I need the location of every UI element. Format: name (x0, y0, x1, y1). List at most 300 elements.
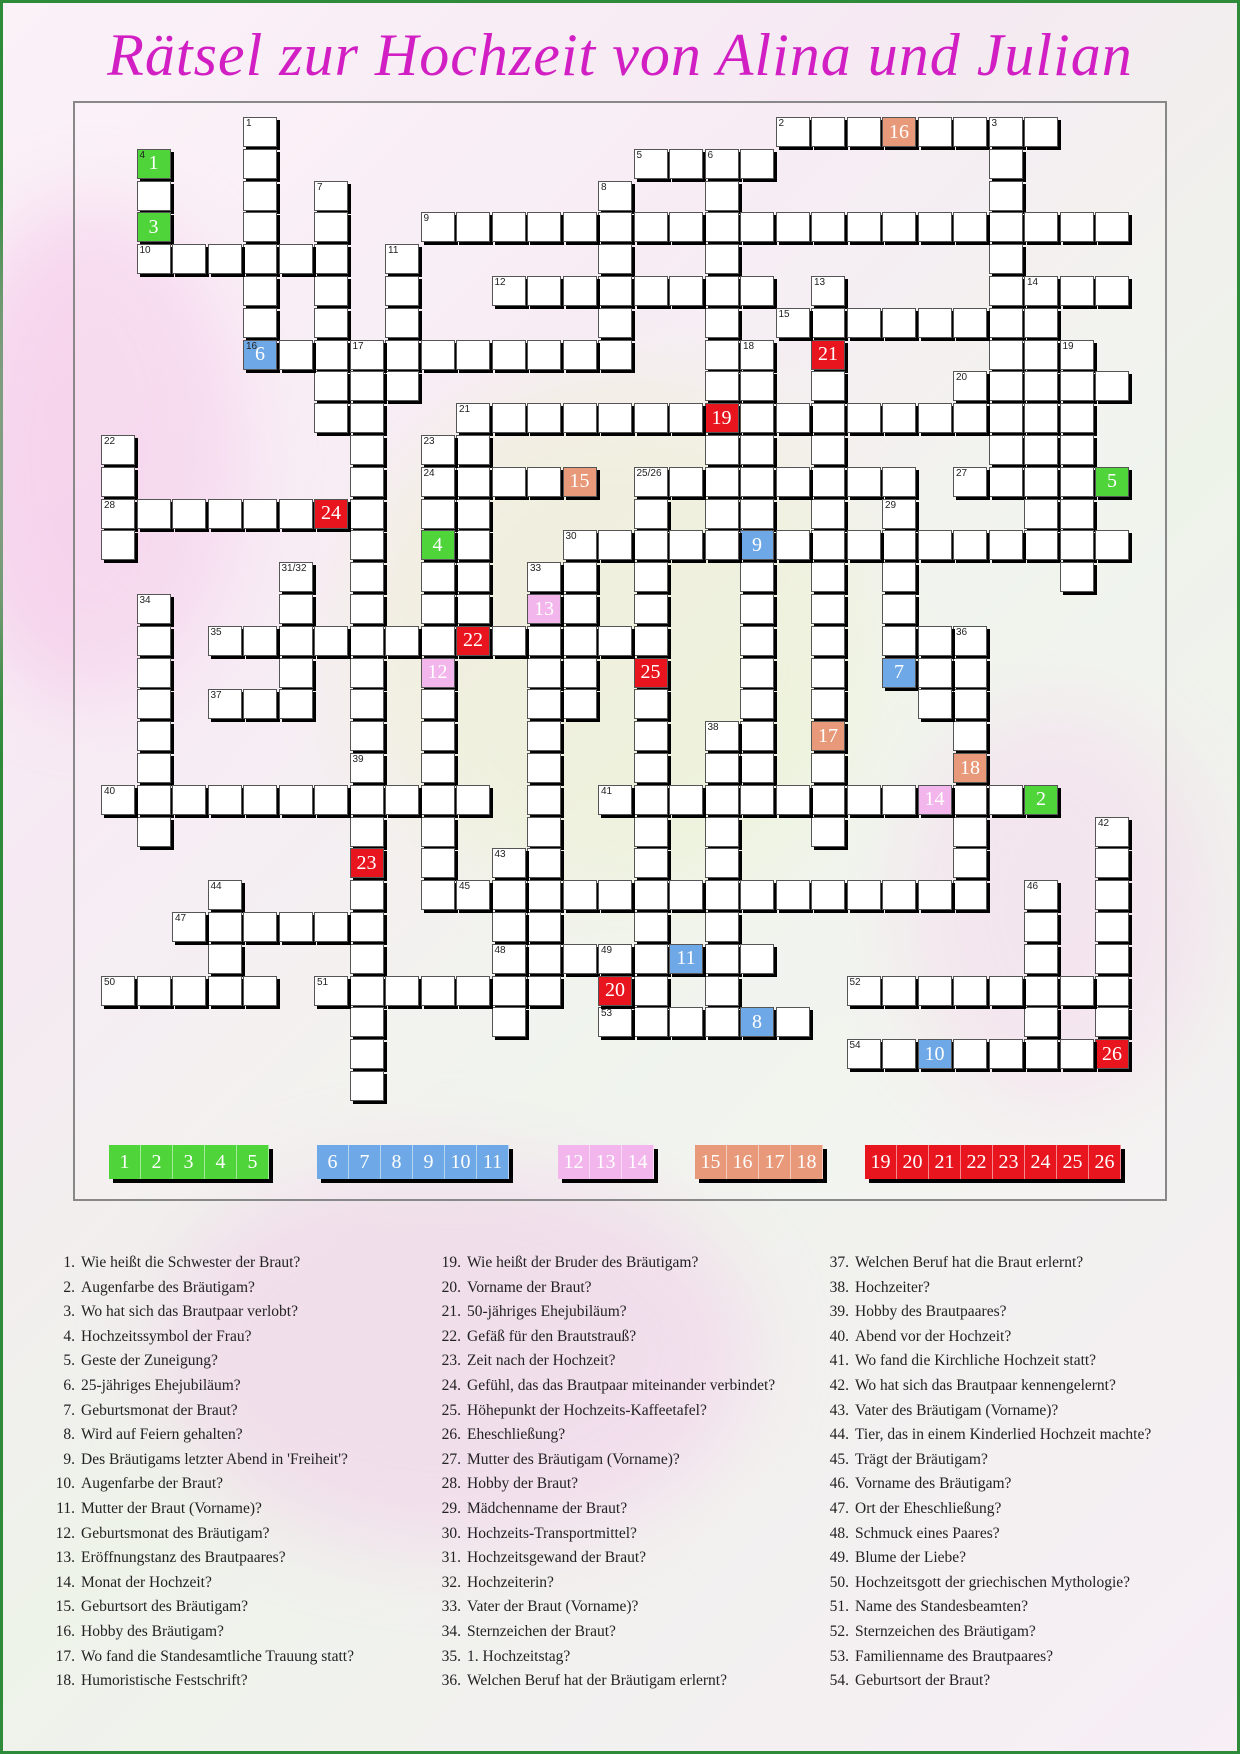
crossword-cell[interactable] (634, 530, 668, 560)
crossword-cell[interactable] (847, 117, 881, 147)
solution-cell[interactable] (811, 340, 845, 370)
crossword-cell[interactable] (350, 658, 384, 688)
crossword-cell[interactable] (563, 340, 597, 370)
crossword-cell[interactable] (563, 944, 597, 974)
crossword-cell[interactable] (527, 467, 561, 497)
crossword-cell[interactable] (350, 785, 384, 815)
crossword-cell[interactable] (740, 276, 774, 306)
crossword-cell[interactable] (421, 976, 455, 1006)
crossword-cell[interactable] (989, 467, 1023, 497)
crossword-cell[interactable] (669, 785, 703, 815)
crossword-cell[interactable] (918, 880, 952, 910)
crossword-cell[interactable] (243, 117, 277, 147)
crossword-cell[interactable] (1060, 340, 1094, 370)
crossword-cell[interactable] (740, 340, 774, 370)
crossword-cell[interactable] (953, 626, 987, 656)
crossword-cell[interactable] (811, 308, 845, 338)
crossword-cell[interactable] (811, 435, 845, 465)
crossword-cell[interactable] (634, 848, 668, 878)
crossword-cell[interactable] (989, 276, 1023, 306)
solution-cell[interactable] (137, 212, 171, 242)
crossword-cell[interactable] (527, 912, 561, 942)
crossword-cell[interactable] (314, 371, 348, 401)
crossword-cell[interactable] (527, 658, 561, 688)
crossword-cell[interactable] (172, 912, 206, 942)
crossword-cell[interactable] (1024, 371, 1058, 401)
crossword-cell[interactable] (1024, 308, 1058, 338)
crossword-cell[interactable] (279, 658, 313, 688)
crossword-cell[interactable] (527, 689, 561, 719)
crossword-cell[interactable] (385, 785, 419, 815)
crossword-cell[interactable] (492, 848, 526, 878)
crossword-cell[interactable] (705, 308, 739, 338)
crossword-cell[interactable] (279, 912, 313, 942)
crossword-cell[interactable] (279, 499, 313, 529)
crossword-cell[interactable] (243, 912, 277, 942)
crossword-cell[interactable] (527, 944, 561, 974)
crossword-cell[interactable] (740, 499, 774, 529)
crossword-cell[interactable] (1024, 912, 1058, 942)
crossword-cell[interactable] (953, 1039, 987, 1069)
crossword-cell[interactable] (456, 435, 490, 465)
crossword-cell[interactable] (669, 212, 703, 242)
crossword-cell[interactable] (101, 467, 135, 497)
crossword-cell[interactable] (1060, 1039, 1094, 1069)
crossword-cell[interactable] (1060, 562, 1094, 592)
crossword-cell[interactable] (1024, 276, 1058, 306)
crossword-cell[interactable] (314, 976, 348, 1006)
crossword-cell[interactable] (314, 308, 348, 338)
crossword-cell[interactable] (705, 212, 739, 242)
solution-cell[interactable] (882, 658, 916, 688)
solution-cell[interactable] (1024, 785, 1058, 815)
crossword-cell[interactable] (314, 912, 348, 942)
crossword-cell[interactable] (243, 976, 277, 1006)
crossword-cell[interactable] (208, 880, 242, 910)
crossword-cell[interactable] (421, 753, 455, 783)
crossword-cell[interactable] (1060, 276, 1094, 306)
crossword-cell[interactable] (279, 340, 313, 370)
crossword-cell[interactable] (172, 244, 206, 274)
crossword-cell[interactable] (740, 626, 774, 656)
crossword-cell[interactable] (456, 976, 490, 1006)
crossword-cell[interactable] (989, 117, 1023, 147)
crossword-cell[interactable] (811, 817, 845, 847)
crossword-cell[interactable] (137, 785, 171, 815)
crossword-cell[interactable] (350, 753, 384, 783)
crossword-cell[interactable] (385, 340, 419, 370)
crossword-cell[interactable] (279, 689, 313, 719)
crossword-cell[interactable] (492, 403, 526, 433)
crossword-cell[interactable] (705, 944, 739, 974)
crossword-cell[interactable] (598, 530, 632, 560)
crossword-cell[interactable] (208, 499, 242, 529)
crossword-cell[interactable] (669, 149, 703, 179)
crossword-cell[interactable] (882, 626, 916, 656)
solution-cell[interactable] (1095, 467, 1129, 497)
crossword-cell[interactable] (776, 467, 810, 497)
crossword-cell[interactable] (1060, 530, 1094, 560)
crossword-cell[interactable] (634, 880, 668, 910)
crossword-cell[interactable] (705, 785, 739, 815)
solution-cell[interactable] (527, 594, 561, 624)
crossword-cell[interactable] (421, 435, 455, 465)
crossword-cell[interactable] (989, 530, 1023, 560)
crossword-cell[interactable] (385, 244, 419, 274)
crossword-cell[interactable] (527, 848, 561, 878)
crossword-cell[interactable] (634, 499, 668, 529)
crossword-cell[interactable] (421, 212, 455, 242)
crossword-cell[interactable] (989, 308, 1023, 338)
crossword-cell[interactable] (279, 562, 313, 592)
crossword-cell[interactable] (740, 944, 774, 974)
crossword-cell[interactable] (137, 976, 171, 1006)
crossword-cell[interactable] (101, 785, 135, 815)
crossword-cell[interactable] (634, 817, 668, 847)
solution-cell[interactable] (1095, 1039, 1129, 1069)
crossword-cell[interactable] (1060, 467, 1094, 497)
crossword-cell[interactable] (314, 276, 348, 306)
crossword-cell[interactable] (279, 785, 313, 815)
crossword-cell[interactable] (350, 403, 384, 433)
crossword-cell[interactable] (527, 721, 561, 751)
crossword-cell[interactable] (740, 785, 774, 815)
crossword-cell[interactable] (918, 626, 952, 656)
crossword-cell[interactable] (208, 689, 242, 719)
crossword-cell[interactable] (953, 530, 987, 560)
crossword-cell[interactable] (350, 340, 384, 370)
crossword-cell[interactable] (385, 276, 419, 306)
crossword-cell[interactable] (314, 626, 348, 656)
crossword-cell[interactable] (1060, 403, 1094, 433)
solution-cell[interactable] (918, 1039, 952, 1069)
crossword-cell[interactable] (811, 562, 845, 592)
crossword-cell[interactable] (527, 626, 561, 656)
crossword-cell[interactable] (314, 340, 348, 370)
crossword-cell[interactable] (953, 212, 987, 242)
crossword-cell[interactable] (953, 403, 987, 433)
crossword-cell[interactable] (882, 880, 916, 910)
crossword-cell[interactable] (527, 340, 561, 370)
crossword-cell[interactable] (350, 880, 384, 910)
crossword-cell[interactable] (421, 817, 455, 847)
crossword-cell[interactable] (847, 976, 881, 1006)
crossword-cell[interactable] (598, 340, 632, 370)
crossword-cell[interactable] (740, 721, 774, 751)
crossword-cell[interactable] (421, 721, 455, 751)
crossword-cell[interactable] (101, 976, 135, 1006)
crossword-cell[interactable] (847, 212, 881, 242)
crossword-cell[interactable] (989, 435, 1023, 465)
crossword-cell[interactable] (918, 212, 952, 242)
crossword-cell[interactable] (350, 721, 384, 751)
crossword-cell[interactable] (208, 626, 242, 656)
crossword-cell[interactable] (705, 435, 739, 465)
crossword-cell[interactable] (989, 785, 1023, 815)
crossword-cell[interactable] (350, 626, 384, 656)
solution-cell[interactable] (350, 848, 384, 878)
crossword-cell[interactable] (1024, 530, 1058, 560)
crossword-cell[interactable] (669, 467, 703, 497)
crossword-cell[interactable] (243, 181, 277, 211)
crossword-cell[interactable] (740, 880, 774, 910)
crossword-cell[interactable] (811, 499, 845, 529)
crossword-cell[interactable] (705, 181, 739, 211)
crossword-cell[interactable] (492, 626, 526, 656)
crossword-cell[interactable] (527, 976, 561, 1006)
crossword-cell[interactable] (740, 467, 774, 497)
crossword-cell[interactable] (989, 976, 1023, 1006)
crossword-cell[interactable] (137, 689, 171, 719)
crossword-cell[interactable] (563, 594, 597, 624)
solution-cell[interactable] (314, 499, 348, 529)
crossword-cell[interactable] (385, 626, 419, 656)
crossword-cell[interactable] (137, 658, 171, 688)
crossword-cell[interactable] (456, 499, 490, 529)
crossword-cell[interactable] (563, 880, 597, 910)
crossword-cell[interactable] (243, 149, 277, 179)
crossword-cell[interactable] (598, 212, 632, 242)
crossword-cell[interactable] (350, 1071, 384, 1101)
crossword-cell[interactable] (811, 371, 845, 401)
crossword-cell[interactable] (598, 244, 632, 274)
crossword-cell[interactable] (208, 912, 242, 942)
crossword-cell[interactable] (350, 817, 384, 847)
crossword-cell[interactable] (279, 244, 313, 274)
crossword-cell[interactable] (705, 817, 739, 847)
crossword-cell[interactable] (1024, 117, 1058, 147)
crossword-cell[interactable] (811, 689, 845, 719)
crossword-cell[interactable] (1024, 1039, 1058, 1069)
crossword-cell[interactable] (563, 689, 597, 719)
crossword-cell[interactable] (527, 562, 561, 592)
crossword-cell[interactable] (598, 944, 632, 974)
crossword-cell[interactable] (1095, 848, 1129, 878)
crossword-cell[interactable] (563, 403, 597, 433)
crossword-cell[interactable] (989, 340, 1023, 370)
crossword-cell[interactable] (137, 626, 171, 656)
crossword-cell[interactable] (882, 1039, 916, 1069)
crossword-cell[interactable] (705, 530, 739, 560)
crossword-cell[interactable] (740, 403, 774, 433)
crossword-cell[interactable] (243, 244, 277, 274)
crossword-cell[interactable] (953, 689, 987, 719)
crossword-cell[interactable] (101, 499, 135, 529)
crossword-cell[interactable] (705, 912, 739, 942)
crossword-cell[interactable] (953, 721, 987, 751)
crossword-cell[interactable] (989, 403, 1023, 433)
crossword-cell[interactable] (1095, 530, 1129, 560)
crossword-cell[interactable] (421, 848, 455, 878)
crossword-cell[interactable] (705, 244, 739, 274)
crossword-cell[interactable] (350, 944, 384, 974)
crossword-cell[interactable] (953, 785, 987, 815)
crossword-cell[interactable] (705, 1007, 739, 1037)
crossword-cell[interactable] (172, 785, 206, 815)
crossword-cell[interactable] (634, 276, 668, 306)
crossword-cell[interactable] (705, 753, 739, 783)
crossword-cell[interactable] (1024, 340, 1058, 370)
crossword-cell[interactable] (1060, 371, 1094, 401)
crossword-cell[interactable] (172, 499, 206, 529)
solution-cell[interactable] (705, 403, 739, 433)
crossword-cell[interactable] (634, 594, 668, 624)
crossword-cell[interactable] (492, 1007, 526, 1037)
crossword-cell[interactable] (918, 658, 952, 688)
crossword-cell[interactable] (314, 212, 348, 242)
crossword-cell[interactable] (492, 976, 526, 1006)
crossword-cell[interactable] (847, 880, 881, 910)
crossword-cell[interactable] (918, 689, 952, 719)
crossword-cell[interactable] (350, 1039, 384, 1069)
crossword-cell[interactable] (492, 880, 526, 910)
crossword-cell[interactable] (456, 530, 490, 560)
crossword-cell[interactable] (634, 944, 668, 974)
crossword-cell[interactable] (314, 244, 348, 274)
solution-cell[interactable] (740, 1007, 774, 1037)
crossword-cell[interactable] (989, 149, 1023, 179)
crossword-cell[interactable] (634, 689, 668, 719)
crossword-cell[interactable] (598, 880, 632, 910)
crossword-cell[interactable] (492, 340, 526, 370)
crossword-cell[interactable] (953, 467, 987, 497)
crossword-cell[interactable] (563, 658, 597, 688)
crossword-cell[interactable] (811, 785, 845, 815)
crossword-cell[interactable] (137, 753, 171, 783)
crossword-cell[interactable] (669, 530, 703, 560)
crossword-cell[interactable] (421, 467, 455, 497)
crossword-cell[interactable] (1060, 212, 1094, 242)
crossword-cell[interactable] (811, 212, 845, 242)
crossword-cell[interactable] (314, 181, 348, 211)
crossword-cell[interactable] (563, 562, 597, 592)
crossword-cell[interactable] (989, 1039, 1023, 1069)
crossword-cell[interactable] (456, 785, 490, 815)
crossword-cell[interactable] (1060, 435, 1094, 465)
crossword-cell[interactable] (953, 817, 987, 847)
crossword-cell[interactable] (669, 276, 703, 306)
crossword-cell[interactable] (847, 785, 881, 815)
crossword-cell[interactable] (918, 308, 952, 338)
crossword-cell[interactable] (208, 785, 242, 815)
crossword-cell[interactable] (456, 403, 490, 433)
crossword-cell[interactable] (1024, 435, 1058, 465)
crossword-cell[interactable] (953, 880, 987, 910)
crossword-cell[interactable] (208, 944, 242, 974)
crossword-cell[interactable] (1095, 817, 1129, 847)
crossword-cell[interactable] (350, 976, 384, 1006)
crossword-cell[interactable] (918, 530, 952, 560)
crossword-cell[interactable] (243, 276, 277, 306)
crossword-cell[interactable] (953, 658, 987, 688)
crossword-cell[interactable] (208, 976, 242, 1006)
crossword-cell[interactable] (705, 371, 739, 401)
crossword-cell[interactable] (989, 212, 1023, 242)
solution-cell[interactable] (137, 149, 171, 179)
crossword-cell[interactable] (1024, 499, 1058, 529)
crossword-cell[interactable] (918, 976, 952, 1006)
solution-cell[interactable] (456, 626, 490, 656)
crossword-cell[interactable] (882, 562, 916, 592)
crossword-cell[interactable] (989, 371, 1023, 401)
crossword-cell[interactable] (492, 212, 526, 242)
crossword-cell[interactable] (811, 530, 845, 560)
crossword-cell[interactable] (421, 880, 455, 910)
crossword-cell[interactable] (847, 1039, 881, 1069)
crossword-cell[interactable] (243, 212, 277, 242)
crossword-cell[interactable] (882, 499, 916, 529)
crossword-cell[interactable] (705, 721, 739, 751)
crossword-cell[interactable] (137, 594, 171, 624)
crossword-cell[interactable] (776, 403, 810, 433)
crossword-cell[interactable] (421, 562, 455, 592)
crossword-cell[interactable] (811, 753, 845, 783)
crossword-cell[interactable] (279, 594, 313, 624)
crossword-cell[interactable] (208, 244, 242, 274)
crossword-cell[interactable] (776, 1007, 810, 1037)
crossword-cell[interactable] (1095, 276, 1129, 306)
crossword-cell[interactable] (314, 785, 348, 815)
crossword-cell[interactable] (953, 117, 987, 147)
crossword-cell[interactable] (1095, 1007, 1129, 1037)
crossword-cell[interactable] (705, 976, 739, 1006)
crossword-cell[interactable] (1095, 880, 1129, 910)
crossword-cell[interactable] (101, 530, 135, 560)
crossword-cell[interactable] (989, 181, 1023, 211)
crossword-cell[interactable] (1095, 212, 1129, 242)
crossword-cell[interactable] (350, 912, 384, 942)
crossword-cell[interactable] (705, 340, 739, 370)
crossword-cell[interactable] (776, 530, 810, 560)
crossword-cell[interactable] (776, 117, 810, 147)
crossword-cell[interactable] (492, 944, 526, 974)
solution-cell[interactable] (243, 340, 277, 370)
crossword-cell[interactable] (456, 467, 490, 497)
solution-cell[interactable] (598, 976, 632, 1006)
crossword-cell[interactable] (811, 276, 845, 306)
crossword-cell[interactable] (669, 1007, 703, 1037)
solution-cell[interactable] (421, 530, 455, 560)
crossword-cell[interactable] (634, 721, 668, 751)
crossword-cell[interactable] (421, 626, 455, 656)
crossword-cell[interactable] (456, 340, 490, 370)
crossword-cell[interactable] (350, 1007, 384, 1037)
crossword-cell[interactable] (1024, 403, 1058, 433)
crossword-cell[interactable] (598, 626, 632, 656)
crossword-cell[interactable] (634, 212, 668, 242)
crossword-cell[interactable] (740, 562, 774, 592)
crossword-cell[interactable] (740, 658, 774, 688)
crossword-cell[interactable] (598, 276, 632, 306)
crossword-cell[interactable] (989, 244, 1023, 274)
crossword-cell[interactable] (634, 149, 668, 179)
crossword-cell[interactable] (243, 626, 277, 656)
crossword-cell[interactable] (776, 785, 810, 815)
crossword-cell[interactable] (1024, 1007, 1058, 1037)
crossword-cell[interactable] (563, 626, 597, 656)
crossword-cell[interactable] (705, 880, 739, 910)
crossword-cell[interactable] (740, 149, 774, 179)
crossword-cell[interactable] (776, 880, 810, 910)
crossword-cell[interactable] (705, 499, 739, 529)
crossword-cell[interactable] (137, 721, 171, 751)
crossword-cell[interactable] (527, 276, 561, 306)
crossword-cell[interactable] (882, 467, 916, 497)
crossword-cell[interactable] (1024, 880, 1058, 910)
crossword-cell[interactable] (598, 1007, 632, 1037)
crossword-cell[interactable] (1095, 976, 1129, 1006)
crossword-cell[interactable] (137, 817, 171, 847)
